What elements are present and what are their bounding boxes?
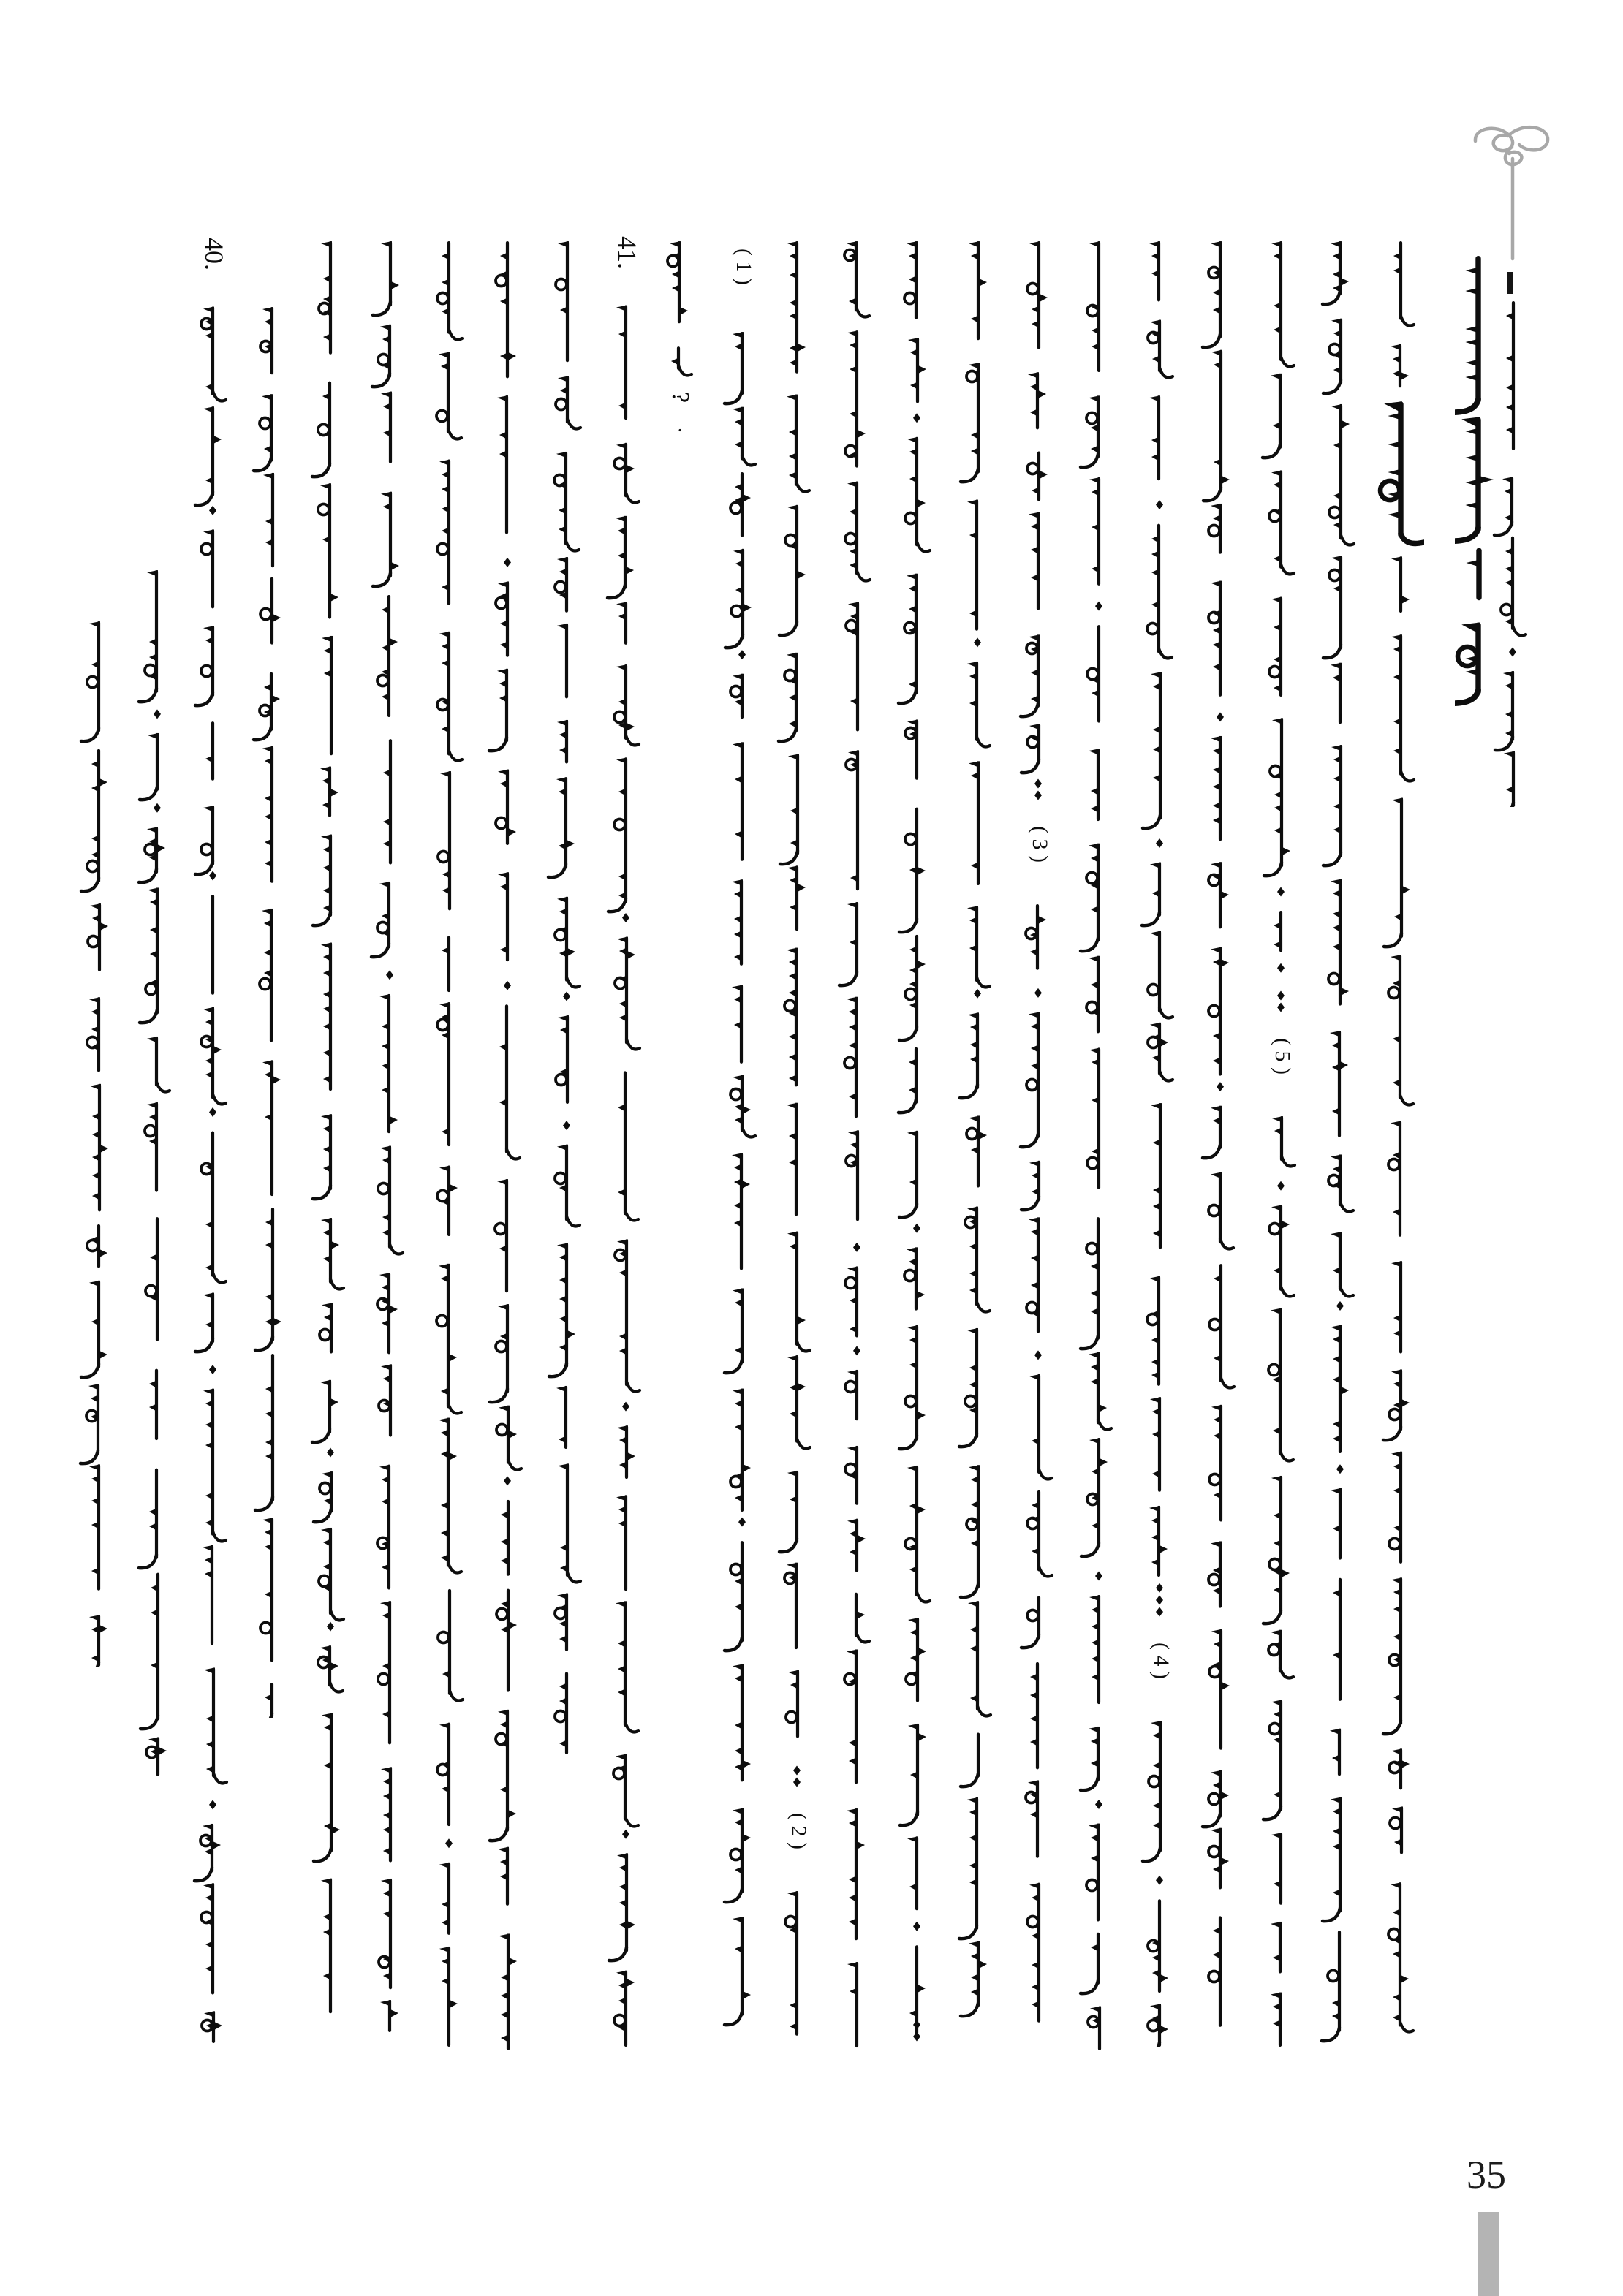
- text-column: [1197, 241, 1244, 2043]
- item-label-40: 40.: [199, 238, 229, 270]
- header-dash: [1507, 272, 1513, 294]
- text-column: [602, 236, 649, 2047]
- header-subtitle-dot: ·: [1502, 626, 1523, 632]
- text-column: [893, 241, 940, 2047]
- sub-item-label-5: ( 5 ): [1270, 1038, 1295, 1075]
- page-number: 35: [1467, 2153, 1506, 2197]
- text-column: [655, 241, 702, 417]
- text-column: [1075, 241, 1122, 2050]
- text-column: [954, 241, 1001, 2043]
- text-column: [1317, 241, 1363, 2050]
- text-column: [1377, 241, 1424, 2047]
- text-column: [134, 570, 181, 1776]
- sub-item-label-3: ( 3 ): [1027, 826, 1052, 863]
- text-column: [189, 238, 236, 2043]
- header-subtitle-column: [1489, 301, 1536, 807]
- text-column: [1015, 241, 1062, 2047]
- end-dot: ·: [669, 427, 692, 434]
- text-column: [75, 621, 122, 1667]
- text-column: [543, 241, 590, 1754]
- text-column: [773, 241, 820, 2047]
- sub-item-label-4: ( 4 ): [1149, 1643, 1173, 1679]
- footer-bar: [1478, 2212, 1499, 2296]
- header-ornament-flourish-icon: [1467, 121, 1554, 262]
- text-column: [425, 241, 472, 2047]
- text-column: [1136, 241, 1183, 2047]
- text-column: [366, 241, 413, 2032]
- item-label-41: 41.: [612, 236, 642, 269]
- question-mark-label-?: ?: [666, 392, 694, 403]
- sub-item-label-2: ( 2 ): [786, 1813, 811, 1849]
- text-column: [1257, 241, 1304, 2047]
- text-column: [833, 241, 880, 2050]
- text-column: [249, 307, 295, 1718]
- text-column: [484, 241, 531, 2050]
- text-column: [307, 241, 354, 2047]
- item-label-1: ( 1 ): [731, 249, 756, 285]
- text-column: [719, 249, 765, 2047]
